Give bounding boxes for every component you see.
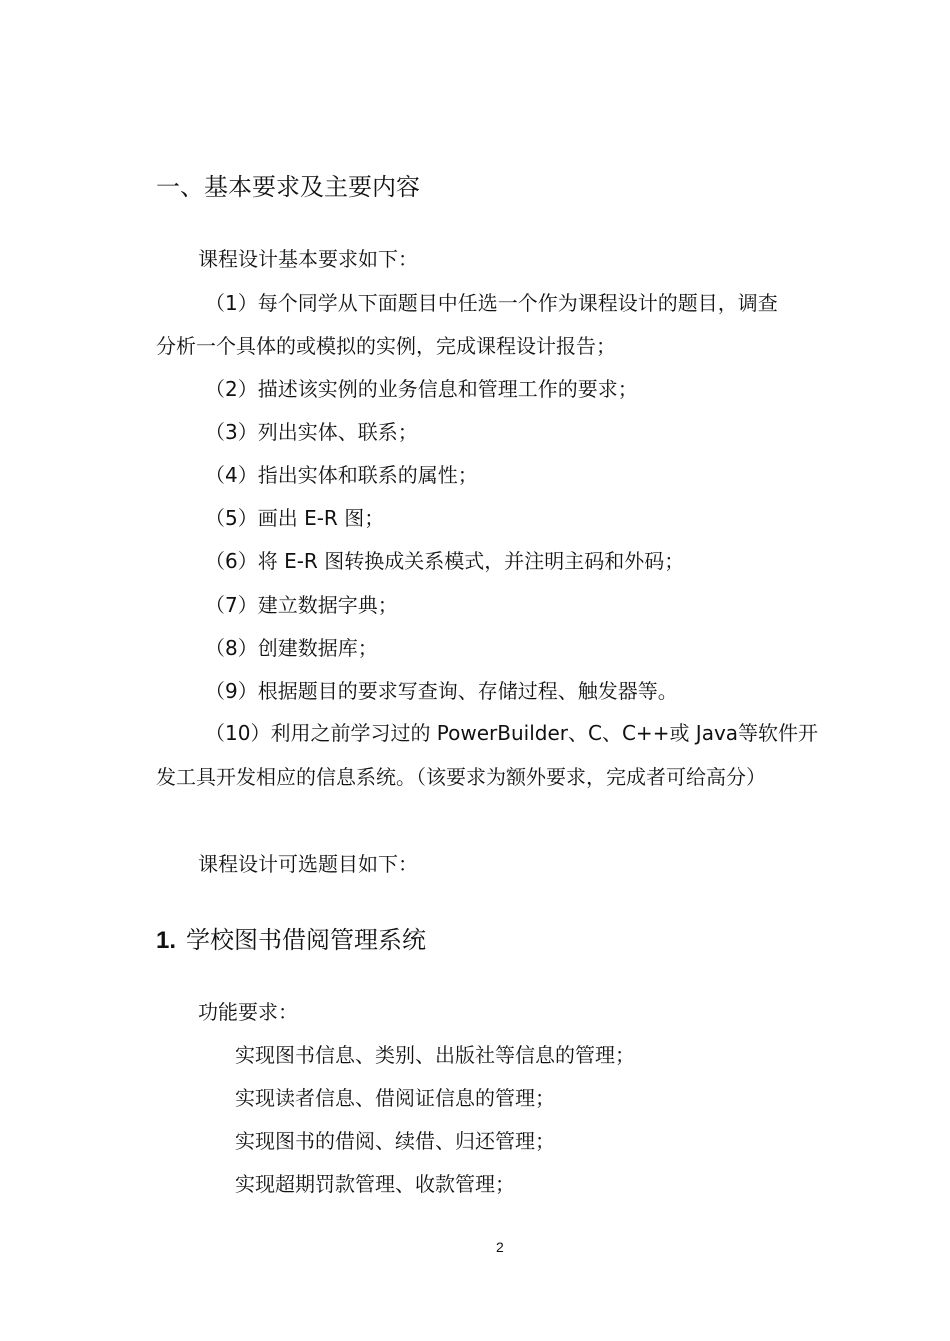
requirement-line: （1）每个同学从下面题目中任选一个作为课程设计的题目，调查 [205, 291, 778, 315]
topic-title: 学校图书借阅管理系统 [186, 926, 427, 954]
requirement-line: （9）根据题目的要求写查询、存储过程、触发器等。 [205, 679, 678, 703]
requirement-line: （3）列出实体、联系； [205, 420, 418, 444]
function-item: 实现读者信息、借阅证信息的管理； [235, 1086, 555, 1110]
requirement-line: （2）描述该实例的业务信息和管理工作的要求； [205, 377, 638, 401]
section-heading: 一、基本要求及主要内容 [156, 173, 420, 201]
topic-heading [156, 925, 426, 956]
function-item: 实现图书的借阅、续借、归还管理； [235, 1129, 555, 1153]
requirement-line: （8）创建数据库； [205, 636, 378, 660]
requirement-line: 发工具开发相应的信息系统。（该要求为额外要求，完成者可给高分） [156, 765, 766, 789]
requirement-line: （7）建立数据字典； [205, 593, 398, 617]
function-item: 实现图书信息、类别、出版社等信息的管理； [235, 1043, 635, 1067]
topic-number: 1. [156, 927, 177, 954]
requirement-line: （10）利用之前学习过的 PowerBuilder、C、C++或 Java等软件开 [205, 721, 819, 745]
function-item: 实现超期罚款管理、收款管理； [235, 1172, 515, 1196]
topics-intro: 课程设计可选题目如下： [198, 852, 418, 876]
requirement-line: 分析一个具体的或模拟的实例，完成课程设计报告； [156, 334, 616, 358]
function-label: 功能要求： [198, 1000, 298, 1024]
page-number: 2 [496, 1239, 504, 1255]
requirement-line: （6）将 E-R 图转换成关系模式，并注明主码和外码； [205, 549, 685, 573]
requirement-line: （4）指出实体和联系的属性； [205, 463, 478, 487]
requirements-intro: 课程设计基本要求如下： [198, 247, 418, 271]
requirement-line: （5）画出 E-R 图； [205, 506, 385, 530]
